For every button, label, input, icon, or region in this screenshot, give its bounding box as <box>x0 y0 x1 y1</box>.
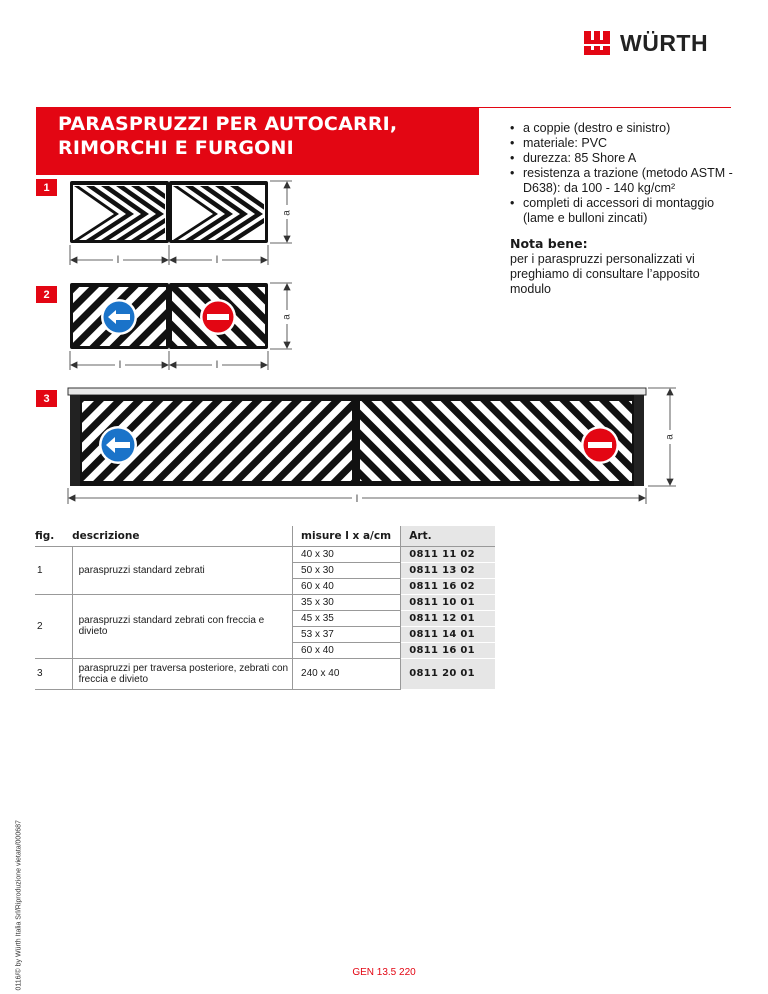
row-art: 0811 12 01 <box>401 610 495 626</box>
table-header <box>35 526 495 546</box>
row-art: 0811 14 01 <box>401 626 495 642</box>
row-art: 0811 16 01 <box>401 642 495 658</box>
fig2-badge: 2 <box>36 286 57 303</box>
fig1-dim-a: a <box>281 210 293 216</box>
row-fig: 2 <box>35 594 72 658</box>
fig1-badge: 1 <box>36 179 57 196</box>
nota-title: Nota bene: <box>510 236 588 251</box>
feature-item: • resistenza a trazione (metodo ASTM - D638): da 100 - 140 kg/cm² <box>510 166 740 196</box>
fig2-dim-l2: l <box>215 360 219 371</box>
feature-item: • materiale: PVC <box>510 136 740 151</box>
header-misure: misure l x a/cm <box>293 526 401 546</box>
table-row <box>35 594 495 610</box>
row-art: 0811 20 01 <box>401 658 495 689</box>
fig1-flap-right <box>169 181 278 243</box>
footer-code: GEN 13.5 220 <box>352 967 416 978</box>
row-fig: 1 <box>35 546 72 594</box>
fig2-flap-arrow <box>70 283 169 349</box>
fig3-dim-l: l <box>355 494 359 505</box>
fig3-long-flap <box>68 388 646 486</box>
row-art: 0811 13 02 <box>401 562 495 578</box>
fig2-dim-a: a <box>281 314 293 320</box>
row-art: 0811 11 02 <box>401 546 495 562</box>
product-table <box>35 526 495 690</box>
table-row <box>35 658 495 689</box>
row-misure: 45 x 35 <box>293 610 401 626</box>
row-misure: 35 x 30 <box>293 594 401 610</box>
fig3-badge: 3 <box>36 390 57 407</box>
fig3-dim-a: a <box>664 434 676 440</box>
page-title: PARASPRUZZI PER AUTOCARRI, RIMORCHI E FURGONI <box>58 113 398 159</box>
header-desc: descrizione <box>72 526 292 546</box>
row-misure: 53 x 37 <box>293 626 401 642</box>
nota-text: per i paraspruzzi personalizzati vi preghiamo di consultare l’apposito modulo <box>510 252 700 296</box>
row-desc: paraspruzzi standard zebrati con freccia e divieto <box>72 594 292 658</box>
row-desc: paraspruzzi standard zebrati <box>72 546 292 594</box>
fig1-dim-l2: l <box>215 255 219 266</box>
header-fig: fig. <box>35 526 72 546</box>
feature-item: • durezza: 85 Shore A <box>510 151 740 166</box>
fig2-flap-noentry <box>169 283 268 349</box>
row-fig: 3 <box>35 658 72 689</box>
row-misure: 60 x 40 <box>293 578 401 594</box>
side-copyright: 0116/© by Würth Italia Srl/Riproduzione vietata/000687 <box>15 820 23 991</box>
fig2-dim-l1: l <box>118 360 122 371</box>
row-misure: 60 x 40 <box>293 642 401 658</box>
row-misure: 240 x 40 <box>293 658 401 689</box>
fig1-dim-l1: l <box>116 255 120 266</box>
row-misure: 50 x 30 <box>293 562 401 578</box>
feature-item: • a coppie (destro e sinistro) <box>510 121 740 136</box>
row-misure: 40 x 30 <box>293 546 401 562</box>
brand-name: WÜRTH <box>620 29 709 56</box>
header-art: Art. <box>401 526 495 546</box>
row-desc: paraspruzzi per traversa posteriore, zebrati con freccia e divieto <box>72 658 292 689</box>
table-row <box>35 546 495 562</box>
feature-item: • completi di accessori di montaggio (lame e bulloni zincati) <box>510 196 740 226</box>
row-art: 0811 16 02 <box>401 578 495 594</box>
row-art: 0811 10 01 <box>401 594 495 610</box>
